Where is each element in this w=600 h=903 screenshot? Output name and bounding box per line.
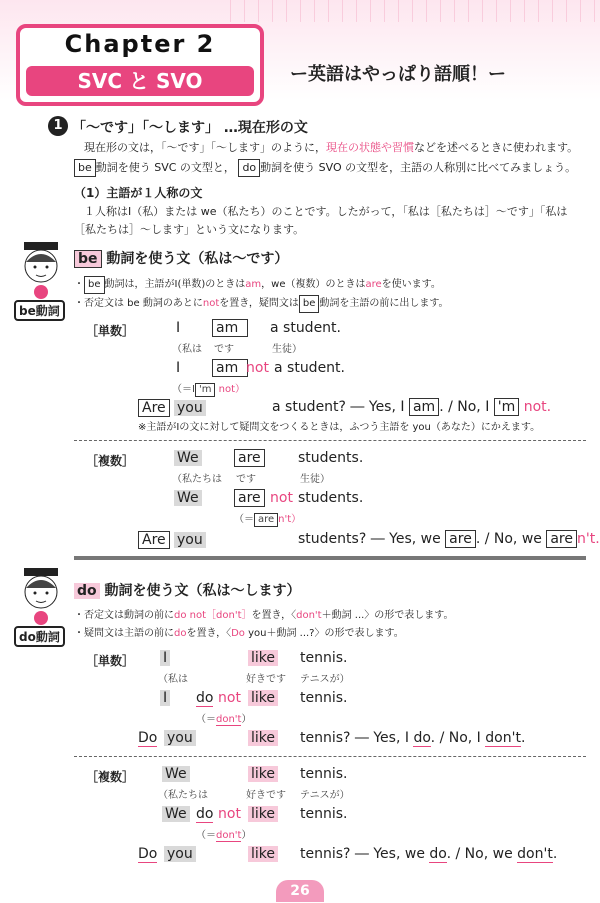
be-row4-not: not xyxy=(270,490,293,506)
be-note1: ・ be 動詞は，主語がⅠ(単数)のときはam，we（複数）のときはareを使います。 xyxy=(74,275,441,294)
do-row2-subject: I xyxy=(160,690,170,706)
do-row1-gloss1: （私は xyxy=(158,674,188,685)
do-row4-not: not xyxy=(218,806,241,822)
do-plural-label: ［複数］ xyxy=(86,770,135,784)
be-row2-contraction: （＝I 'm not） xyxy=(172,384,246,395)
do-row1-gloss2: 好きです xyxy=(246,674,286,685)
be-row4-complement: students. xyxy=(298,490,364,506)
be-row3-verb: are xyxy=(234,449,265,467)
do-row4-verb: like xyxy=(248,806,278,822)
be-row3-gloss1: （私たちは xyxy=(172,474,222,485)
do-row3-gloss3: テニスが） xyxy=(300,790,350,801)
do-question2-answer: tennis? ― Yes, we do. / No, we don't. xyxy=(300,846,558,862)
be-row1-gloss3: 生徒） xyxy=(272,344,302,355)
divider-dashed-2 xyxy=(74,756,586,757)
be-question2-answer: students? ― Yes, we are . / No, we are n't. xyxy=(298,531,600,547)
be-row1-verb: am xyxy=(212,319,248,337)
do-row1-verb: like xyxy=(248,650,278,666)
be-row2-not: not xyxy=(246,360,269,376)
be-row3-gloss2: です xyxy=(236,474,256,485)
be-row3-gloss3: 生徒） xyxy=(300,474,330,485)
be-question-subject: you xyxy=(174,400,206,416)
do-row3-subject: We xyxy=(162,766,190,782)
do-row2-verb: like xyxy=(248,690,278,706)
chapter-subtitle: SVC と SVO xyxy=(26,66,254,96)
be-row4-subject: We xyxy=(174,490,202,506)
do-row4-subject: We xyxy=(162,806,190,822)
sub-line2: ［私たちは］〜します」という文になります。 xyxy=(74,223,305,236)
be-plural-label: ［複数］ xyxy=(86,454,135,468)
do-row2-not: not xyxy=(218,690,241,706)
sub-line1: １人称はⅠ（私）または we（私たち）のことです。したがって，「私は［私たちは］〜です」「私は xyxy=(84,205,568,218)
be-row4-contraction: （＝ are n't） xyxy=(234,514,302,525)
do-question-verb: like xyxy=(248,730,278,746)
be-heading: be 動詞を使う文（私は〜です） xyxy=(74,248,288,268)
intro-line1: 現在形の文は，「〜です」「〜します」のように，現在の状態や習慣などを述べるときに使われます。 xyxy=(84,141,579,154)
divider-dashed-1 xyxy=(74,440,586,441)
do-row3-verb: like xyxy=(248,766,278,782)
header-grid xyxy=(230,0,600,22)
do-row3-object: tennis. xyxy=(300,766,348,782)
do-question-answer: tennis? ― Yes, I do. / No, I don't. xyxy=(300,730,526,746)
be-row4-verb: are xyxy=(234,489,265,507)
do-note1: ・否定文は動詞の前にdo not［don't］を置き，〈don't＋動詞 ...〉の形で表します。 xyxy=(74,610,454,621)
do-row1-object: tennis. xyxy=(300,650,348,666)
section-title: 「〜です」「〜します」 …現在形の文 xyxy=(72,120,308,136)
be-question2-verb: Are xyxy=(138,531,170,549)
do-mascot-label: do動詞 xyxy=(14,626,65,647)
be-row3-complement: students. xyxy=(298,450,364,466)
do-row2-object: tennis. xyxy=(300,690,348,706)
section-divider xyxy=(74,556,586,560)
section-number: 1 xyxy=(48,116,68,136)
do-question-subject: you xyxy=(164,730,196,746)
do-row2-do: do xyxy=(196,690,214,706)
be-row1-subject: I xyxy=(176,320,181,336)
be-mascot-label: be動詞 xyxy=(14,300,65,321)
be-row1-complement: a student. xyxy=(270,320,341,336)
be-singular-label: ［単数］ xyxy=(86,324,135,338)
do-question-do: Do xyxy=(138,730,158,746)
do-question2-verb: like xyxy=(248,846,278,862)
intro-line2: be 動詞を使う SVC の文型と， do 動詞を使う SVO の文型を，主語の人称別に比べてみましょう。 xyxy=(74,158,594,178)
be-row2-subject: I xyxy=(176,360,181,376)
be-note2: ・否定文は be 動詞のあとにnotを置き，疑問文は be 動詞を主語の前に出します。 xyxy=(74,294,449,313)
tagline: ー英語はやっぱり語順！ー xyxy=(290,64,506,85)
do-row3-gloss2: 好きです xyxy=(246,790,286,801)
do-row3-gloss1: （私たちは xyxy=(158,790,208,801)
do-row1-subject: I xyxy=(160,650,170,666)
be-question2-subject: you xyxy=(174,532,206,548)
be-row1-gloss2: です xyxy=(214,344,234,355)
do-singular-label: ［単数］ xyxy=(86,654,135,668)
be-row2-verb: am xyxy=(212,359,248,377)
be-row2-complement: a student. xyxy=(274,360,345,376)
do-heading: do 動詞を使う文（私は〜します） xyxy=(74,580,301,600)
be-row3-subject: We xyxy=(174,450,202,466)
subsection-title: （1）主語が１人称の文 xyxy=(74,186,203,200)
do-question2-do: Do xyxy=(138,846,158,862)
be-note-question: ※主語がⅠの文に対して疑問文をつくるときは，ふつう主語を you（あなた）にかえます。 xyxy=(138,422,541,433)
chapter-box xyxy=(16,24,264,106)
do-row1-gloss3: テニスが） xyxy=(300,674,350,685)
do-note2: ・疑問文は主語の前にdoを置き，〈Do you＋動詞 ...?〉の形で表します。 xyxy=(74,628,404,639)
be-question-verb: Are xyxy=(138,399,170,417)
do-row2-contraction: （＝don't） xyxy=(196,714,252,725)
do-row4-contraction: （＝don't） xyxy=(196,830,252,841)
chapter-title: Chapter 2 xyxy=(64,30,216,58)
page-number: 26 xyxy=(276,880,324,902)
be-row1-gloss1: （私は xyxy=(172,344,202,355)
do-question2-subject: you xyxy=(164,846,196,862)
be-question-answer: a student? ― Yes, I am . / No, I 'm not. xyxy=(272,399,552,415)
do-row4-object: tennis. xyxy=(300,806,348,822)
do-row4-do: do xyxy=(196,806,214,822)
